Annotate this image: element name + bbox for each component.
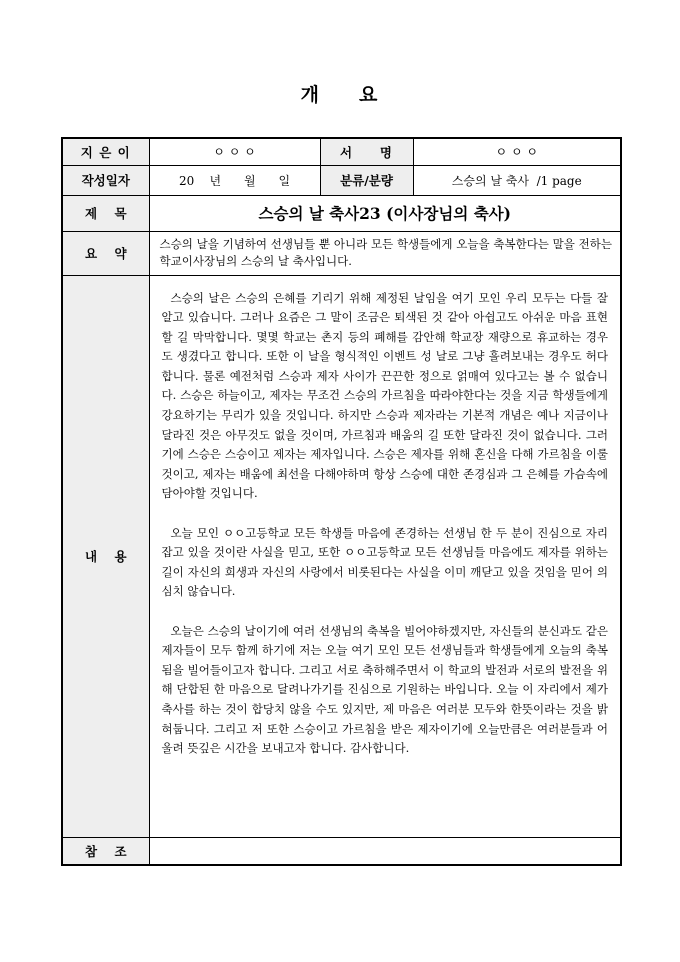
- content-paragraph: 오늘 모인 ㅇㅇ고등학교 모든 학생들 마음에 존경하는 선생님 한 두 분이 진심으로 자리잡고 있을 것이란 사실을 믿고, 또한 ㅇㅇ고등학교 모든 선생님들 마음에도 제자를 위하는 길이 자신의 희생과 자신의 사랑에서 비롯된다는 사실을 이미 깨닫고 있을 것임을 믿어 의심치 않습니다.: [161, 525, 608, 599]
- category-label: 분류/분량: [320, 165, 413, 195]
- subject-label: 제 목: [62, 195, 149, 231]
- date-row: [62, 165, 621, 195]
- summary-value: 스승의 날을 기념하여 선생님들 뿐 아니라 모든 학생들에게 오늘을 축복한다는 말을 전하는 학교이사장님의 스승의 날 축사입니다.: [149, 231, 621, 275]
- reference-value: [149, 837, 621, 865]
- reference-row: [62, 837, 621, 865]
- subject-value: 스승의 날 축사23 (이사장님의 축사): [149, 195, 621, 231]
- title-part-1: 개: [300, 84, 321, 106]
- signature-label: 서 명: [320, 138, 413, 165]
- summary-label: 요 약: [62, 231, 149, 275]
- signature-value: ㅇ ㅇ ㅇ: [413, 138, 621, 165]
- summary-table: [61, 137, 622, 866]
- title-part-2: 요: [359, 84, 380, 106]
- summary-row: [62, 231, 621, 275]
- author-label: 지 은 이: [62, 138, 149, 165]
- category-value: 스승의 날 축사 /1 page: [413, 165, 621, 195]
- document-title: [0, 80, 680, 107]
- content-paragraph: 오늘은 스승의 날이기에 여러 선생님의 축복을 빌어야하겠지만, 자신들의 분신과도 같은 제자들이 모두 함께 하기에 저는 오늘 여기 모인 모든 선생님들과 학생들에게 오늘의 축복됨을 빌어들이고자 합니다. 그리고 서로 축하해주면서 이 학교의 발전과 서로의 발전을 위해 단합된 한 마음으로 달려나가기를 진심으로 기원하는 바입니다. 오늘 이 자리에서 제가 축사를 하는 것이 합당치 않을 수도 있지만, 제 마음은 여러분 모두와 한뜻이라는 것을 밝혀둡니다. 그리고 저 또한 스승이고 가르침을 받은 제자이기에 오늘만큼은 여러분들과 어울려 뜻깊은 시간을 보내고자 합니다. 감사합니다.: [161, 623, 608, 756]
- reference-label: 참 조: [62, 837, 149, 865]
- date-label: 작성일자: [62, 165, 149, 195]
- author-value: ㅇ ㅇ ㅇ: [149, 138, 320, 165]
- subject-row: [62, 195, 621, 231]
- content-body: [149, 275, 621, 837]
- content-label: 내 용: [62, 275, 149, 837]
- date-value: 20 년 월 일: [149, 165, 320, 195]
- content-row: [62, 275, 621, 837]
- author-row: [62, 138, 621, 165]
- content-paragraph: 스승의 날은 스승의 은혜를 기리기 위해 제정된 날임을 여기 모인 우리 모두는 다들 잘 알고 있습니다. 그러나 요즘은 그 말이 조금은 퇴색된 것 같아 아쉽고도 아쉬운 마음 표현할 길 막막합니다. 몇몇 학교는 촌지 등의 폐해를 감안해 학교장 재량으로 휴교하는 경우도 생겼다고 합니다. 또한 이 날을 형식적인 이벤트 성 날로 그냥 흘려보내는 경우도 허다합니다. 물론 예전처럼 스승과 제자 사이가 끈끈한 정으로 얽매여 있다고는 볼 수 없습니다. 스승은 하늘이고, 제자는 무조건 스승의 가르침을 따라야한다는 것을 지금 학생들에게 강요하기는 무리가 있을 것입니다. 하지만 스승과 제자라는 기본적 개념은 예나 지금이나 달라진 것은 아무것도 없을 것이며, 가르침과 배움의 길 또한 달라진 것이 없습니다. 그러기에 스승은 스승이고 제자는 제자입니다. 스승은 제자를 위해 혼신을 다해 가르침을 이룰 것이고, 제자는 배움에 최선을 다해야하며 항상 스승에 대한 존경심과 그 은혜를 가슴속에 담아야할 것입니다.: [161, 290, 608, 501]
